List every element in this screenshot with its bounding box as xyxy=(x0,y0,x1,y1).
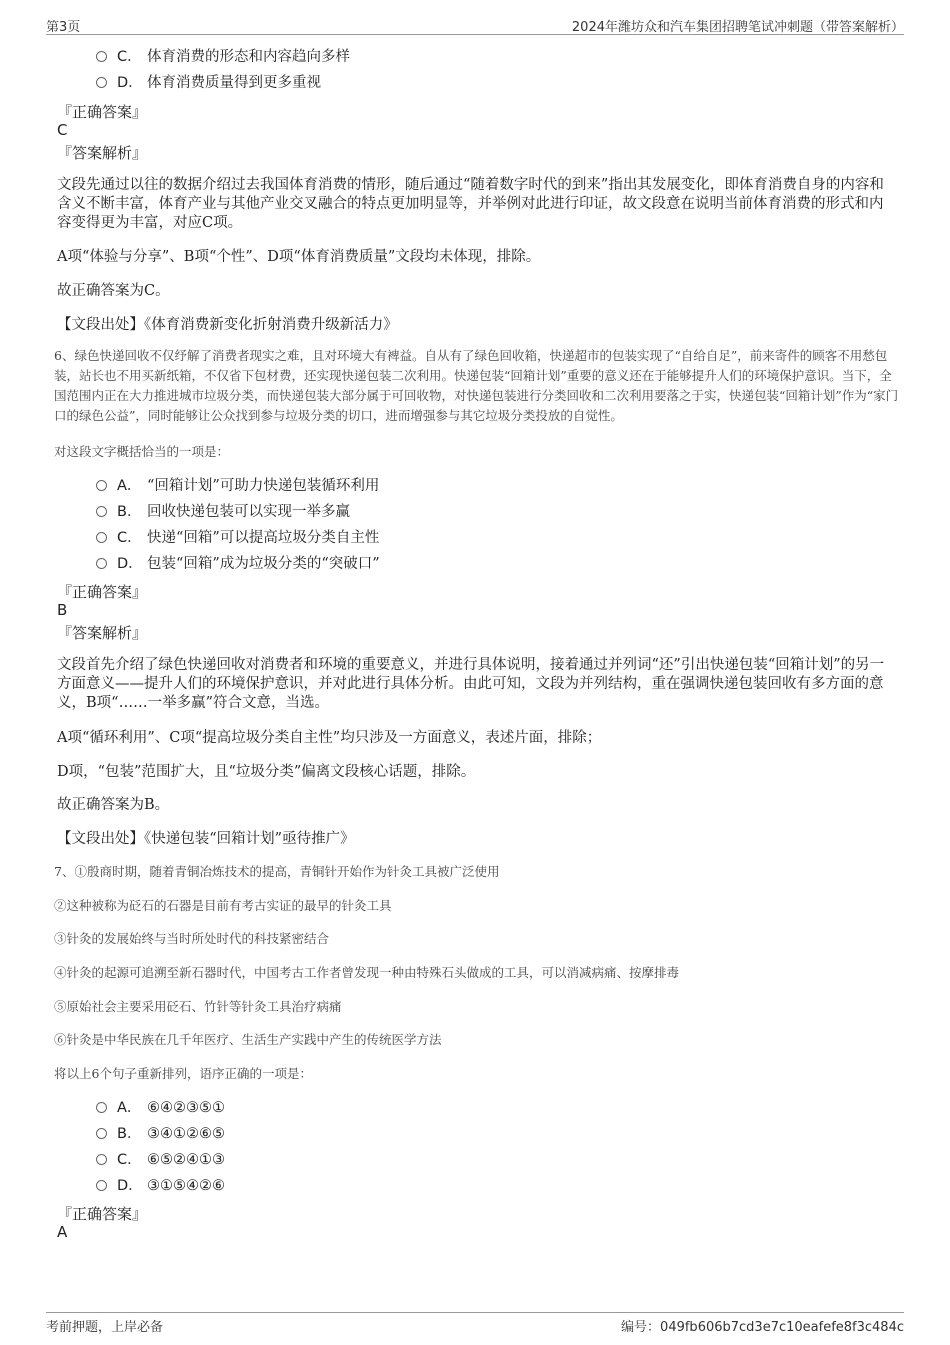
q6-analysis-label: 『答案解析』 xyxy=(57,624,148,642)
q7-sentence-1: 7、①殷商时期，随着青铜冶炼技术的提高，青铜针开始作为针灸工具被广泛使用 xyxy=(54,864,500,879)
q5-analysis-conclusion: 故正确答案为C。 xyxy=(57,283,170,299)
q6-analysis-exclusion-d: D项，“包装”范围扩大，且“垃圾分类”偏离文段核心话题，排除。 xyxy=(57,764,476,780)
q6-answer: B xyxy=(57,601,68,619)
radio-icon[interactable] xyxy=(96,532,107,543)
q7-option-b[interactable]: B． ③④①②⑥⑤ xyxy=(96,1124,225,1144)
q7-answer-label: 『正确答案』 xyxy=(57,1205,148,1223)
q6-source: 【文段出处】《快递包装“回箱计划”亟待推广》 xyxy=(57,831,355,847)
q5-analysis-label: 『答案解析』 xyxy=(57,144,148,162)
q5-option-d[interactable]: D． 体育消费质量得到更多重视 xyxy=(96,73,321,93)
q7-option-a[interactable]: A． ⑥④②③⑤① xyxy=(96,1098,225,1118)
document-title: 2024年潍坊众和汽车集团招聘笔试冲刺题（带答案解析） xyxy=(571,20,904,35)
q5-answer-label: 『正确答案』 xyxy=(57,103,148,121)
q7-sentence-3: ③针灸的发展始终与当时所处时代的科技紧密结合 xyxy=(54,931,330,946)
q6-option-c[interactable]: C． 快递“回箱”可以提高垃圾分类自主性 xyxy=(96,528,379,548)
document-id: 编号：049fb606b7cd3e7c10eafefe8f3c484c xyxy=(621,1320,904,1335)
radio-icon[interactable] xyxy=(96,558,107,569)
q5-source: 【文段出处】《体育消费新变化折射消费升级新活力》 xyxy=(57,317,398,333)
q7-sentence-2: ②这种被称为砭石的石器是目前有考古实证的最早的针灸工具 xyxy=(54,898,392,913)
q6-option-b[interactable]: B． 回收快递包装可以实现一举多赢 xyxy=(96,502,350,522)
q5-option-c[interactable]: C． 体育消费的形态和内容趋向多样 xyxy=(96,47,350,67)
q6-answer-label: 『正确答案』 xyxy=(57,583,148,601)
q7-option-d[interactable]: D． ③①⑤④②⑥ xyxy=(96,1176,225,1196)
radio-icon[interactable] xyxy=(96,51,107,62)
radio-icon[interactable] xyxy=(96,1128,107,1139)
q6-analysis-conclusion: 故正确答案为B。 xyxy=(57,797,170,813)
q6-option-a[interactable]: A． “回箱计划”可助力快递包装循环利用 xyxy=(96,476,379,496)
radio-icon[interactable] xyxy=(96,1154,107,1165)
q5-answer: C xyxy=(57,121,68,139)
footer-slogan: 考前押题，上岸必备 xyxy=(46,1320,164,1335)
q6-question: 对这段文字概括恰当的一项是： xyxy=(54,444,230,459)
q7-answer: A xyxy=(57,1223,68,1241)
radio-icon[interactable] xyxy=(96,1180,107,1191)
page-header xyxy=(46,14,904,35)
radio-icon[interactable] xyxy=(96,480,107,491)
page-footer xyxy=(46,1312,904,1333)
q6-analysis-exclusion-ac: A项“循环利用”、C项“提高垃圾分类自主性”均只涉及一方面意义，表述片面，排除； xyxy=(57,730,602,746)
q7-sentence-6: ⑥针灸是中华民族在几千年医疗、生活生产实践中产生的传统医学方法 xyxy=(54,1032,442,1047)
radio-icon[interactable] xyxy=(96,1102,107,1113)
q7-question: 将以上6个句子重新排列，语序正确的一项是： xyxy=(54,1066,312,1081)
q7-sentence-5: ⑤原始社会主要采用砭石、竹针等针灸工具治疗病痛 xyxy=(54,999,342,1014)
q5-analysis-exclusion: A项“体验与分享”、B项“个性”、D项“体育消费质量”文段均未体现，排除。 xyxy=(57,249,541,265)
q6-option-d[interactable]: D． 包装“回箱”成为垃圾分类的“突破口” xyxy=(96,554,380,574)
radio-icon[interactable] xyxy=(96,506,107,517)
q5-analysis-paragraph: 文段先通过以往的数据介绍过去我国体育消费的情形，随后通过“随着数字时代的到来”指出其发展变化，即体育消费自身的内容和含义不断丰富，体育产业与其他产业交叉融合的特点更加明显等，并举例对此进行印证，故文段意在说明当前体育消费的形式和内容变得更为丰富，对应C项。 xyxy=(57,177,884,231)
q7-option-c[interactable]: C． ⑥⑤②④①③ xyxy=(96,1150,225,1170)
q7-sentence-4: ④针灸的起源可追溯至新石器时代，中国考古工作者曾发现一种由特殊石头做成的工具，可以消减病痛、按摩排毒 xyxy=(54,965,680,980)
q6-stem: 6、绿色快递回收不仅纾解了消费者现实之难，且对环境大有裨益。自从有了绿色回收箱，快递超市的包装实现了“自给自足”，前来寄件的顾客不用愁包装，站长也不用买新纸箱，不仅省下包材费，还实现快递包装二次利用。快递包装“回箱计划”重要的意义还在于能够提升人们的环境保护意识。当下，全国范围内正在大力推进城市垃圾分类，而快递包装大部分属于可回收物，对快递包装进行分类回收和二次利用要落之于实，快递包装“回箱计划”作为“家门口的绿色公益”，同时能够让公众找到参与垃圾分类的切口，进而增强参与其它垃圾分类投放的自觉性。 xyxy=(54,348,899,423)
page-number: 第3页 xyxy=(46,20,81,35)
q6-analysis-paragraph: 文段首先介绍了绿色快递回收对消费者和环境的重要意义，并进行具体说明，接着通过并列词“还”引出快递包装“回箱计划”的另一方面意义——提升人们的环境保护意识，并对此进行具体分析。由此可知，文段为并列结构，重在强调快递包装回收有多方面的意义，B项“……一举多赢”符合文意，当选。 xyxy=(57,657,885,711)
radio-icon[interactable] xyxy=(96,77,107,88)
